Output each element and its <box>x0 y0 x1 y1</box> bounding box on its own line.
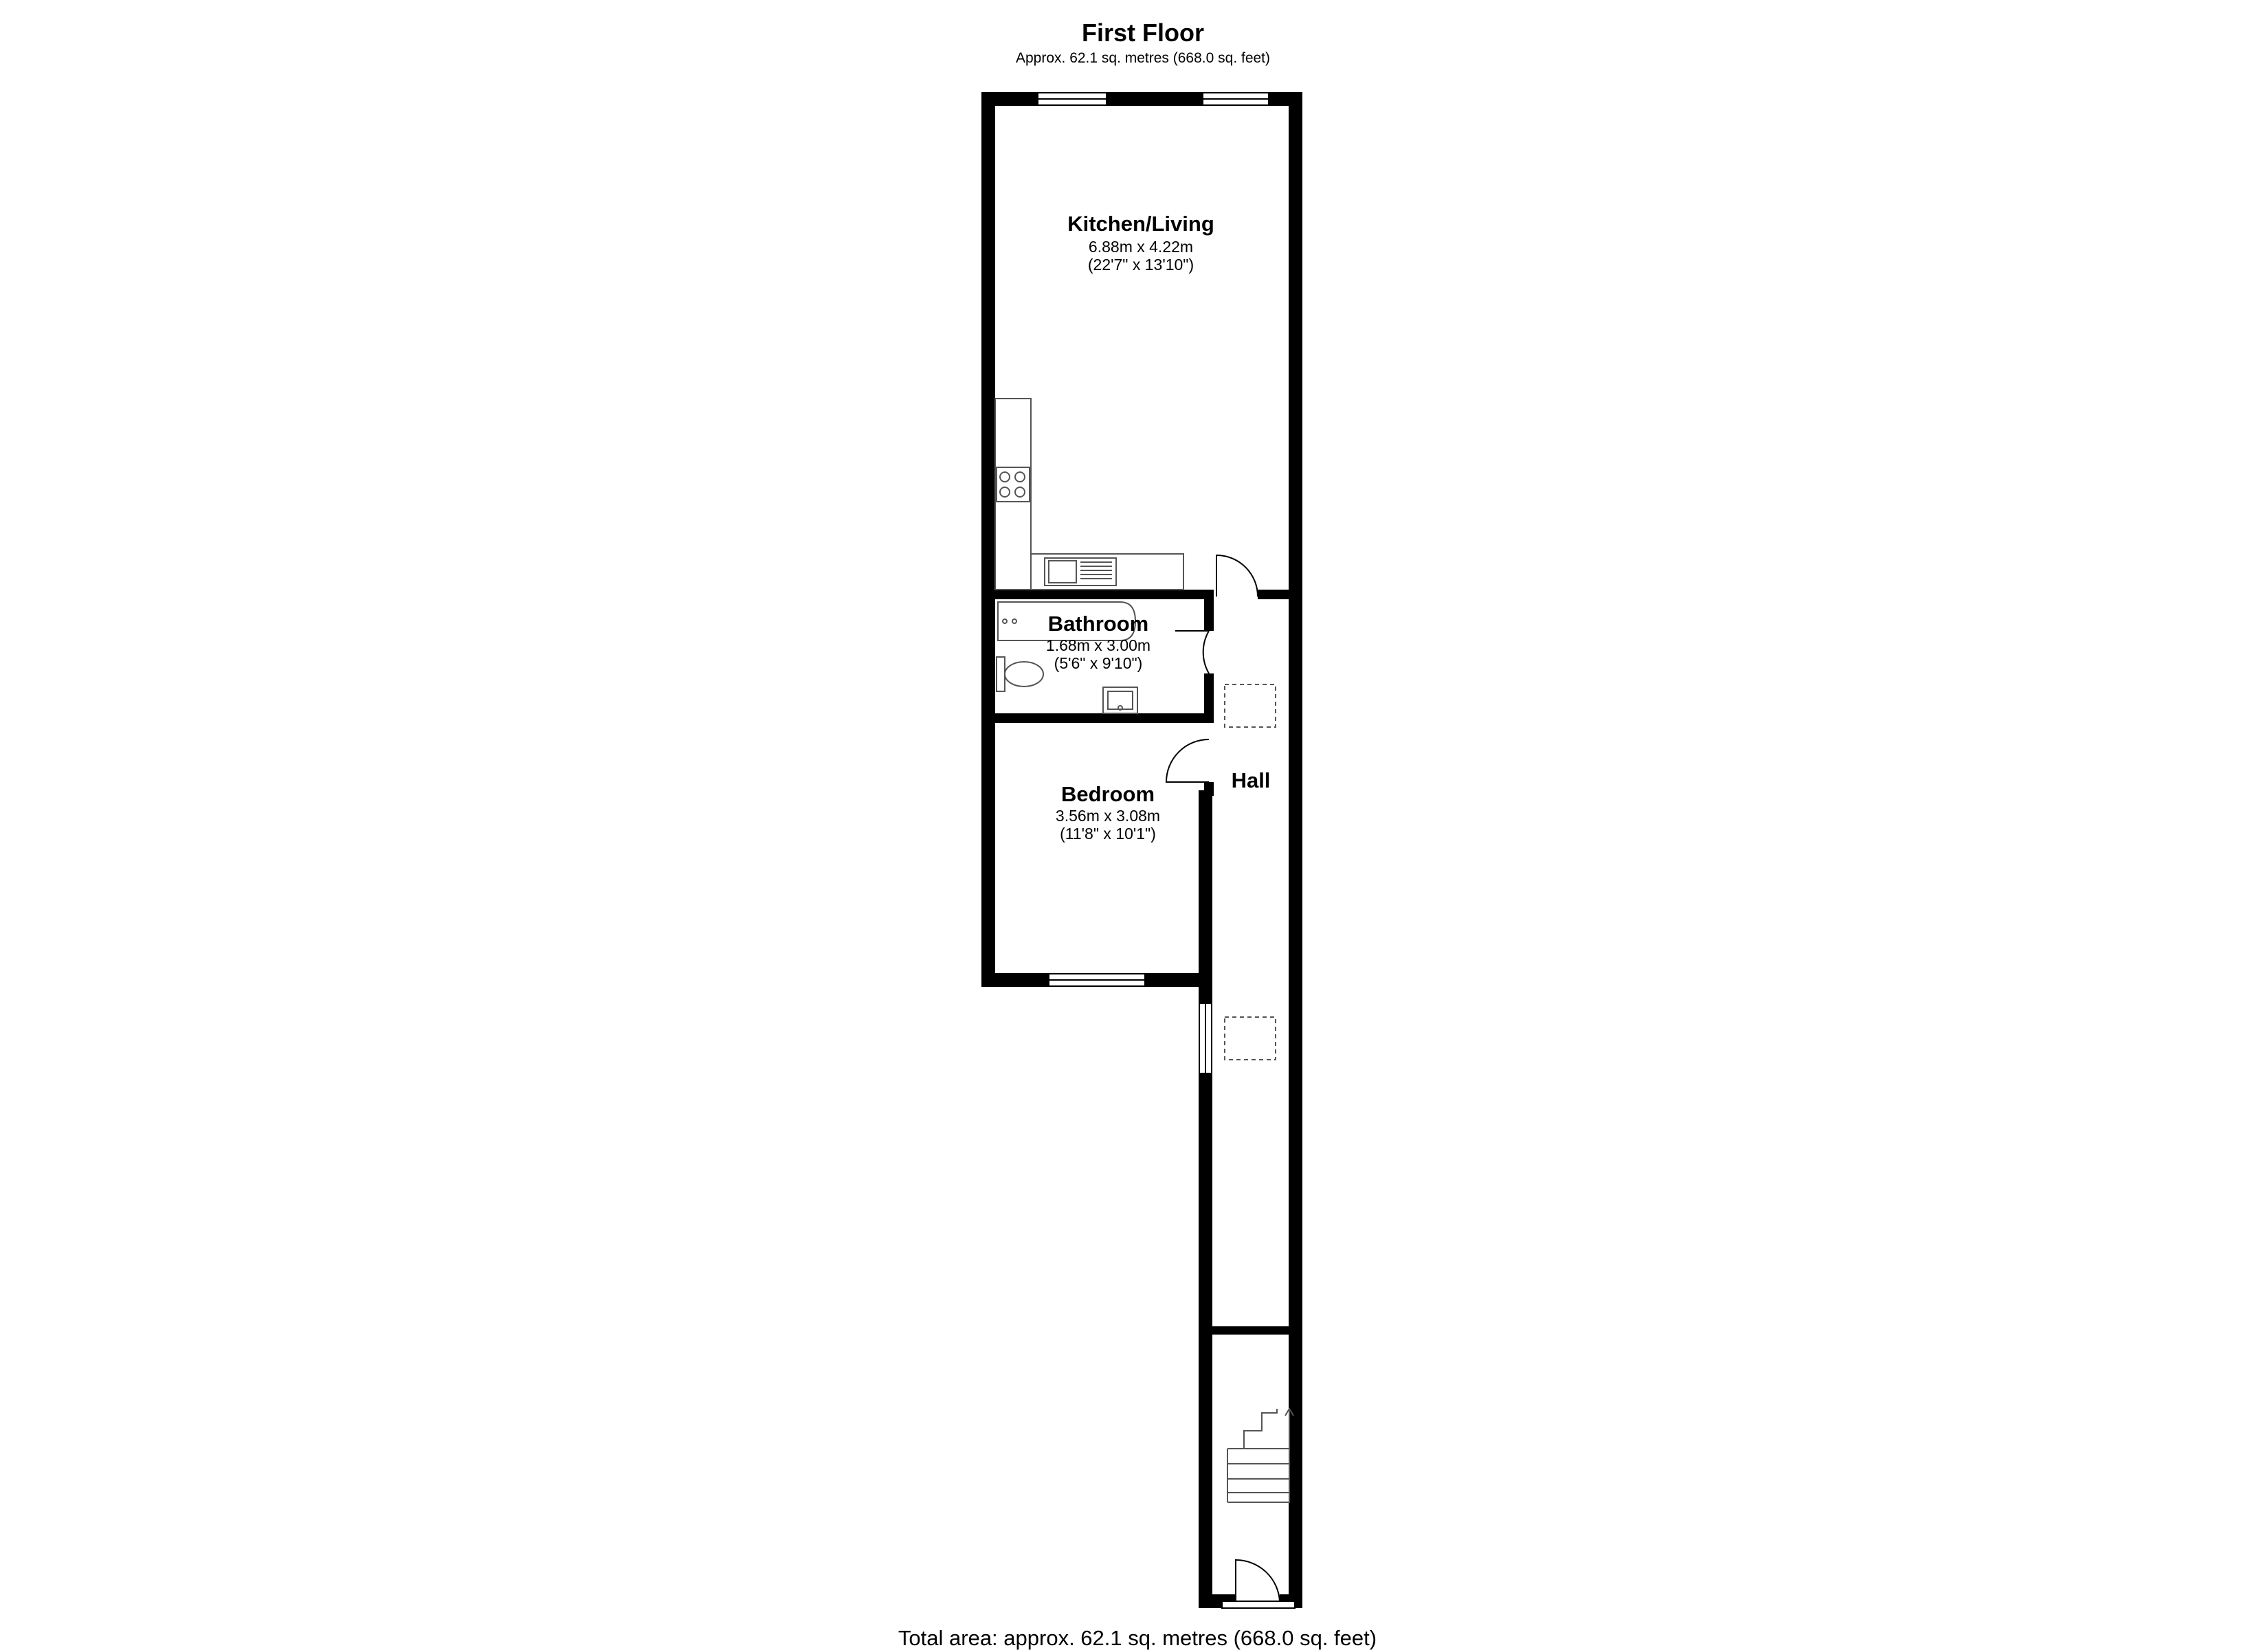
wall-bath-hall-b <box>1204 673 1214 723</box>
door-bathroom <box>1203 631 1209 673</box>
total-area: Total area: approx. 62.1 sq. metres (668.0 sq. feet) <box>898 1626 1377 1650</box>
floor-area: Approx. 62.1 sq. metres (668.0 sq. feet) <box>1015 50 1271 66</box>
room-name-kitchen-living: Kitchen/Living <box>1067 212 1214 236</box>
floor-title: First Floor <box>1082 19 1204 47</box>
wall-hall-left <box>1199 790 1212 1608</box>
door-kitchen-hall <box>1216 555 1258 597</box>
wall-bed-hall <box>1204 782 1214 796</box>
stairs <box>1227 1409 1293 1502</box>
room-name-bathroom: Bathroom <box>1047 612 1149 636</box>
room-dimensions-metric-kitchen-living: 6.88m x 4.22m <box>1088 238 1194 256</box>
kitchen-worktop-bottom <box>1031 554 1183 590</box>
room-dimensions-metric-bathroom: 1.68m x 3.00m <box>1045 636 1151 654</box>
hall-fixtures <box>1225 684 1276 1060</box>
wall-kitchen-bath <box>995 590 1214 599</box>
room-name-hall: Hall <box>1231 768 1271 792</box>
kitchen-sink-icon <box>1045 558 1116 586</box>
room-dimensions-imperial-kitchen-living: (22'7" x 13'10") <box>1087 256 1194 274</box>
loft-hatch-lower <box>1225 1017 1276 1060</box>
room-name-bedroom: Bedroom <box>1060 782 1155 806</box>
loft-hatch-upper <box>1225 684 1276 727</box>
walls <box>981 92 1302 1608</box>
wall-left-upper <box>981 92 995 987</box>
toilet-icon <box>997 657 1043 691</box>
room-dimensions-metric-bedroom: 3.56m x 3.08m <box>1055 807 1161 825</box>
wall-hall-landing <box>1212 1326 1289 1335</box>
door-entrance <box>1236 1560 1280 1601</box>
wall-right <box>1289 92 1302 1608</box>
wall-kitchen-hall <box>1258 590 1289 599</box>
basin-icon <box>1103 687 1137 713</box>
wall-bath-bed <box>995 713 1214 723</box>
wall-bath-hall-a <box>1204 590 1214 631</box>
hob-icon <box>997 467 1030 502</box>
room-dimensions-imperial-bathroom: (5'6" x 9'10") <box>1054 654 1143 672</box>
kitchen-fixtures <box>995 399 1183 590</box>
door-bedroom <box>1166 739 1209 782</box>
room-dimensions-imperial-bedroom: (11'8" x 10'1") <box>1060 825 1156 843</box>
